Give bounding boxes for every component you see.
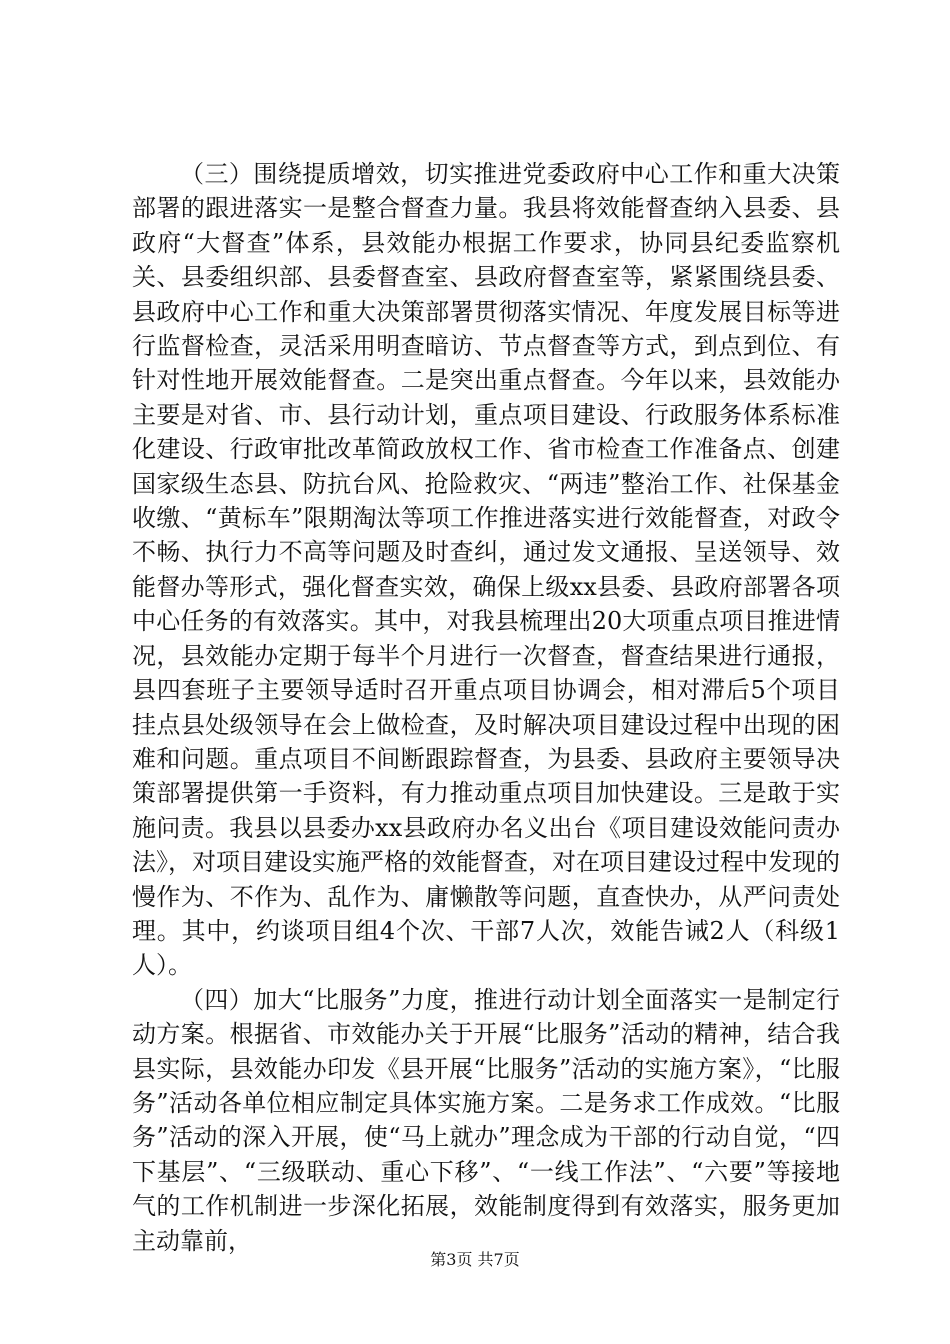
paragraph-section-four: （四）加大“比服务”力度，推进行动计划全面落实一是制定行动方案。根据省、市效能办关于开展“比服务”活动的精神，结合我县实际，县效能办印发《县开展“比服务”活动的实施方案》，“比服务”活动各单位相应制定具体实施方案。二是务求工作成效。“比服务”活动的深入开展，使“马上就办”理念成为干部的行动自觉，“四下基层”、“三级联动、重心下移”、“一线工作法”、“六要”等接地气的工作机制进一步深化拓展，效能制度得到有效落实，服务更加主动靠前， (132, 985, 840, 1255)
document-body (132, 157, 840, 1258)
paragraph-section-three: （三）围绕提质增效，切实推进党委政府中心工作和重大决策部署的跟进落实一是整合督查力量。我县将效能督查纳入县委、县政府“大督查”体系，县效能办根据工作要求，协同县纪委监察机关、县委组织部、县委督查室、县政府督查室等，紧紧围绕县委、县政府中心工作和重大决策部署贯彻落实情况、年度发展目标等进行监督检查，灵活采用明查暗访、节点督查等方式，到点到位、有针对性地开展效能督查。二是突出重点督查。今年以来，县效能办主要是对省、市、县行动计划，重点项目建设、行政服务体系标准化建设、行政审批改革简政放权工作、省市检查工作准备点、创建国家级生态县、防抗台风、抢险救灾、“两违”整治工作、社保基金收缴、“黄标车”限期淘汰等项工作推进落实进行效能督查，对政令不畅、执行力不高等问题及时查纠，通过发文通报、呈送领导、效能督办等形式，强化督查实效，确保上级xx县委、县政府部署各项中心任务的有效落实。其中，对我县梳理出20大项重点项目推进情况，县效能办定期于每半个月进行一次督查，督查结果进行通报，县四套班子主要领导适时召开重点项目协调会，相对滞后5个项目挂点县处级领导在会上做检查，及时解决项目建设过程中出现的困难和问题。重点项目不间断跟踪督查，为县委、县政府主要领导决策部署提供第一手资料，有力推动重点项目加快建设。三是敢于实施问责。我县以县委办xx县政府办名义出台《项目建设效能问责办法》，对项目建设实施严格的效能督查，对在项目建设过程中发现的慢作为、不作为、乱作为、庸懒散等问题，直查快办，从严问责处理。其中，约谈项目组4个次、干部7人次，效能告诫2人（科级1人）。 (132, 160, 840, 980)
page-footer: 第3页 共7页 (430, 1250, 520, 1269)
